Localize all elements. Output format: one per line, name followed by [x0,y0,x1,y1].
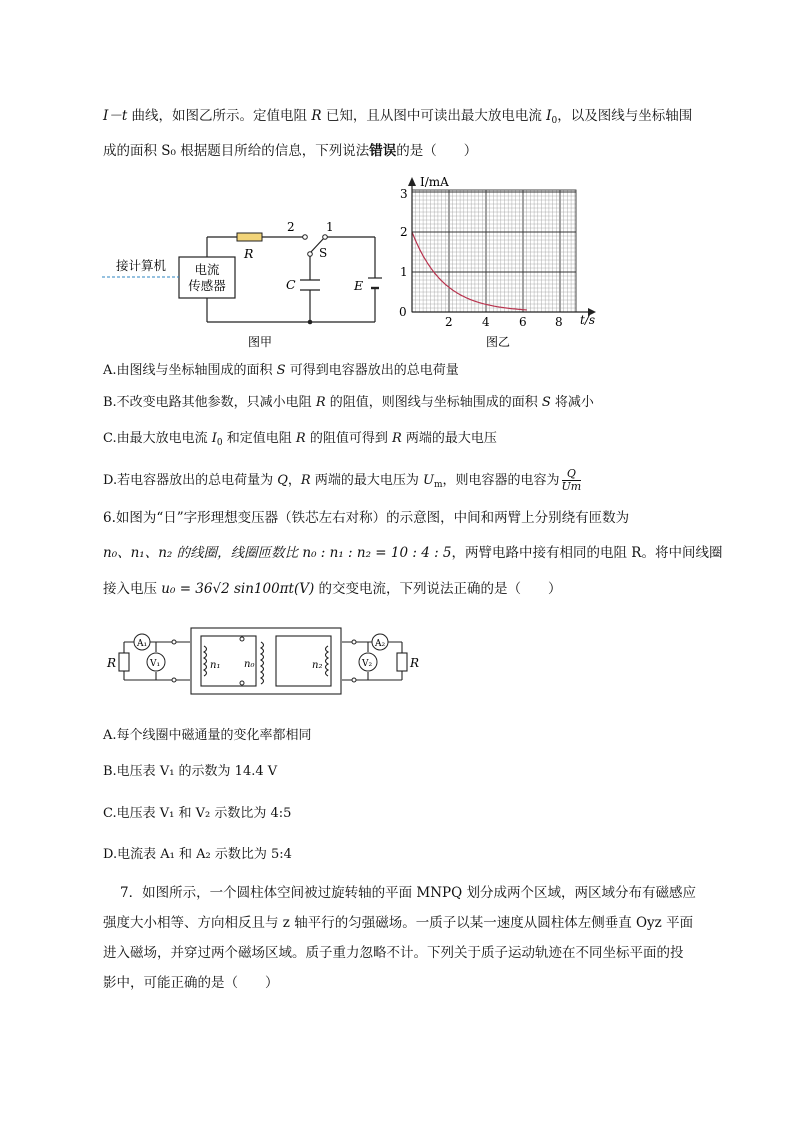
q5-option-c: C.由最大放电电流 $I_0$ 和定值电阻 R 的阻值可得到 R 两端的最大电压 [103,431,497,448]
q5-option-d: D.若电容器放出的总电荷量为 Q，R 两端的最大电压为 $U_m$，则电容器的电容为 $\frac{Q}{Um}$ [103,467,582,493]
x-tick-8: 8 [555,315,563,329]
q5-option-a: A.由图线与坐标轴围成的面积 S 可得到电容器放出的总电荷量 [103,363,459,378]
resistor-R [237,233,262,241]
q5-option-b: B.不改变电路其他参数，只减小电阻 R 的阻值，则图线与坐标轴围成的面积 S 将减小 [103,395,594,410]
switch-contact-2 [303,235,308,240]
q6-line1: 6.如图为“日”字形理想变压器（铁芯左右对称）的示意图，中间和两臂上分别绕有匝数为 [103,510,630,526]
terminal-mid-bottom [240,681,244,685]
q7-line1: 7．如图所示，一个圆柱体空间被过旋转轴的平面 MNPQ 划分成两个区域，两区域分布有磁感应 [120,885,696,901]
label-R: R [244,246,254,261]
caption-jia: 图甲 [248,335,273,349]
switch-pivot [308,252,313,257]
label-r-right: R [410,656,420,670]
label-n1: n₁ [210,660,221,671]
label-a1: A₁ [137,639,148,649]
q6-line2: n₀、n₁、n₂ 的线圈，线圈匝数比 n₀ : n₁ : n₂ = 10 : 4 : 5，两臂电路中接有相同的电阻 R。将中间线圈 [103,545,723,561]
q6-option-b: B.电压表 V₁ 的示数为 14.4 V [103,764,278,779]
turns-ratio: n₀ : n₁ : n₂ = 10 : 4 : 5 [302,545,452,561]
label-n0: n₀ [244,659,255,670]
q6-option-a: A.每个线圈中磁通量的变化率都相同 [103,728,312,743]
junction-dot [308,320,313,325]
label-r-left: R [107,656,117,670]
sensor-label-1: 电流 [194,262,220,277]
voltage-formula: u₀ = 36√2 sin100πt(V) [161,581,315,597]
capacitance-fraction: $\frac{Q}{Um}$ [561,467,582,493]
core-window-right [276,636,331,686]
caption-yi: 图乙 [486,335,511,349]
q7-line4: 影中，可能正确的是（ ） [103,975,279,991]
x-tick-4: 4 [482,315,490,329]
q7-line3: 进入磁场，并穿过两个磁场区域。质子重力忽略不计。下列关于质子运动轨迹在不同坐标平面的投 [103,945,684,961]
q5-it-label: I－t [103,108,128,124]
y-axis-label: I/mA [420,175,449,189]
origin-label: 0 [399,305,407,319]
label-E: E [354,278,364,293]
coil-n1 [204,646,207,676]
q7-line2: 强度大小相等、方向相反且与 z 轴平行的匀强磁场。一质子以某一速度从圆柱体左侧垂直 Oyz 平面 [103,915,694,931]
grid-frame [412,190,576,312]
resistor-right [397,653,407,671]
y-tick-1: 1 [400,265,408,279]
label-pos2: 2 [287,220,295,234]
terminal-right-bottom [352,678,356,682]
y-axis-arrow [408,177,416,186]
q5-figure-yi [388,172,608,352]
q6-transformer-figure [104,620,434,700]
decay-curve [412,232,527,310]
terminal-left-top [172,640,176,644]
label-v2: V₂ [362,659,373,669]
label-a2: A₂ [375,639,386,649]
label-S: S [319,246,328,260]
q6-option-c: C.电压表 V₁ 和 V₂ 示数比为 4:5 [103,806,292,821]
terminal-mid-top [240,637,244,641]
computer-label: 接计算机 [116,258,167,273]
coil-n2 [326,646,329,676]
q5-emphasis-wrong: 错误 [369,143,397,159]
label-n2: n₂ [312,660,323,671]
x-tick-6: 6 [519,315,527,329]
label-C: C [286,277,296,292]
terminal-right-top [352,640,356,644]
q6-line3: 接入电压 u₀ = 36√2 sin100πt(V) 的交变电流，下列说法正确的是（ ） [103,581,562,597]
switch-contact-1 [323,235,328,240]
q5-figure-jia [100,212,390,352]
graph-grid [412,190,576,312]
q5-intro-line1: I－t 曲线，如图乙所示。定值电阻 R 已知，且从图中可读出最大放电电流 $I_0$，以及图线与坐标轴围 [103,108,693,126]
label-v1: V₁ [150,659,161,669]
x-axis-label: t/s [580,313,596,327]
q6-option-d: D.电流表 A₁ 和 A₂ 示数比为 5:4 [103,847,292,862]
y-tick-2: 2 [400,225,408,239]
sensor-label-2: 传感器 [188,278,226,293]
label-pos1: 1 [326,220,334,234]
coil-n0 [261,642,264,684]
y-tick-3: 3 [400,187,408,201]
x-tick-2: 2 [445,315,453,329]
terminal-left-bottom [172,678,176,682]
q5-intro-line2: 成的面积 S₀ 根据题目所给的信息，下列说法错误的是（ ） [103,143,478,159]
resistor-left [119,653,129,671]
